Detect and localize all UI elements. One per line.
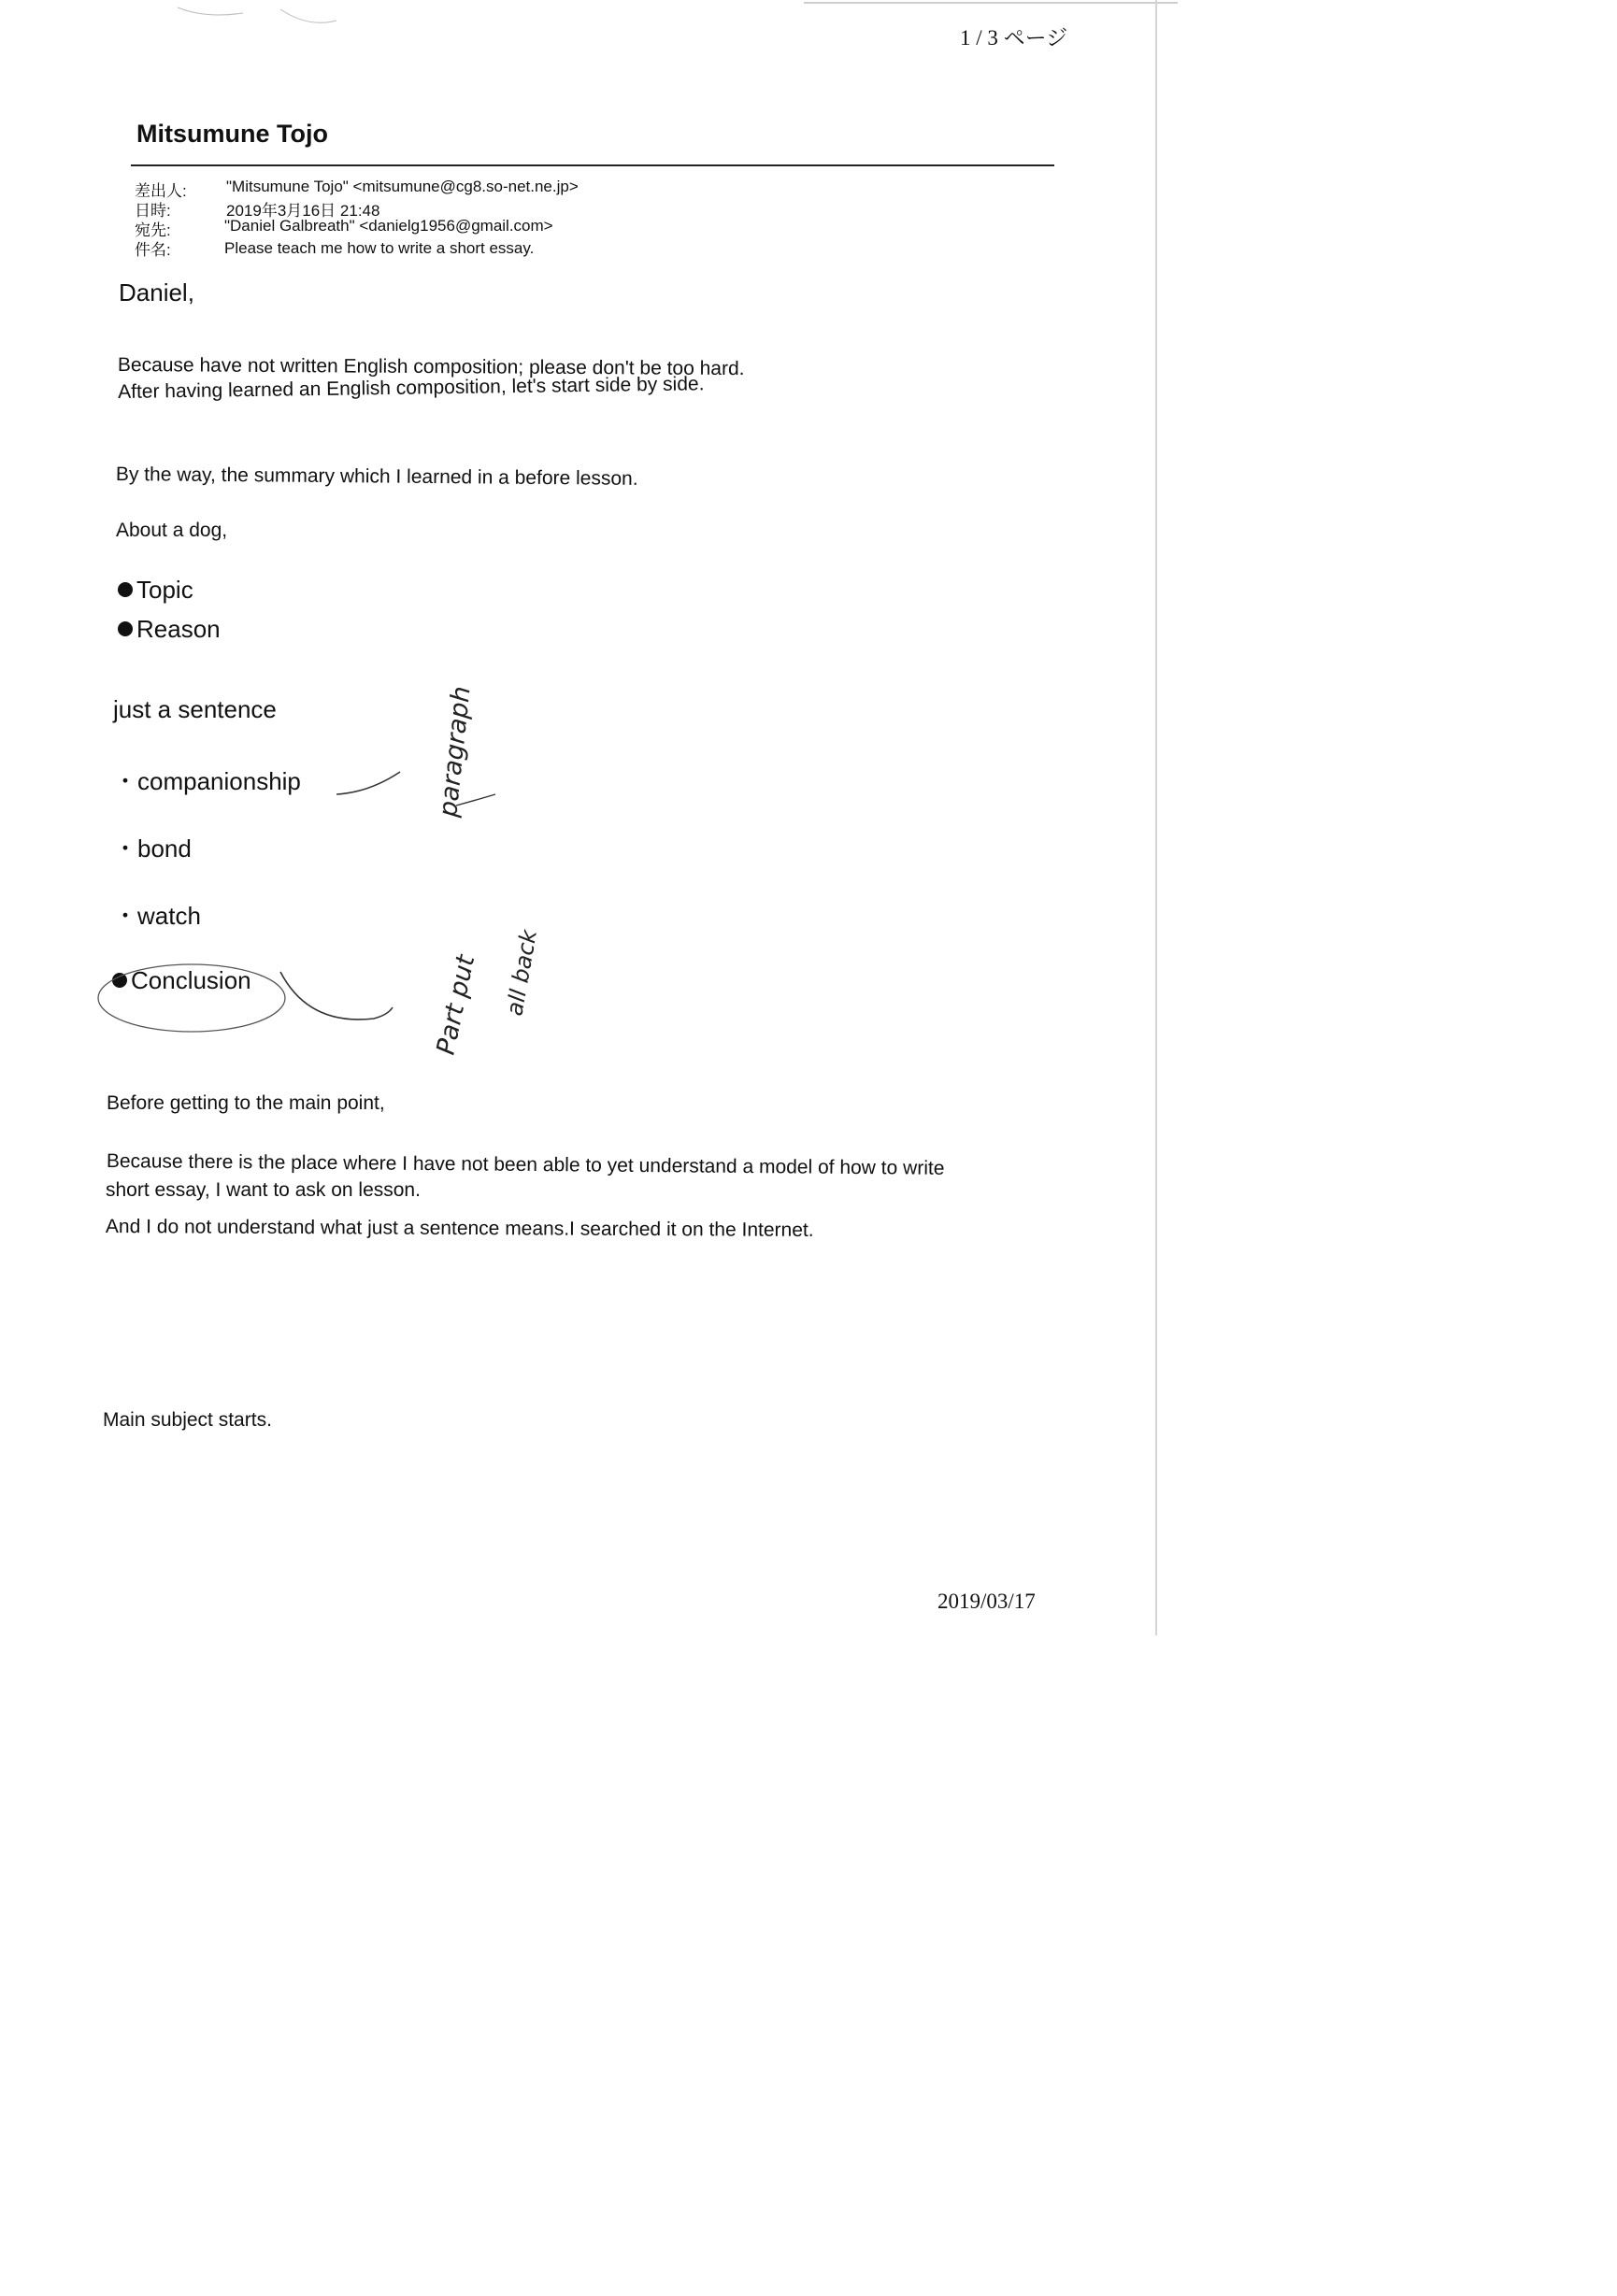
outline-item-watch: ・watch — [113, 902, 201, 930]
conclusion-circle — [98, 964, 285, 1032]
greeting: Daniel, — [119, 278, 194, 307]
date-label: 日時: — [135, 202, 171, 220]
page-counter: 1 / 3 ページ — [960, 26, 1068, 50]
conclusion-arrow — [280, 972, 393, 1020]
paragraph-6b: short essay, I want to ask on lesson. — [106, 1179, 421, 1201]
date-value: 2019年3月16日 21:48 — [226, 202, 380, 220]
paragraph-6a: Because there is the place where I have not been able to yet understand a model of how to write — [106, 1150, 945, 1179]
subject-label: 件名: — [135, 241, 171, 259]
to-value: "Daniel Galbreath" <danielg1956@gmail.com> — [224, 217, 553, 235]
outline-item-bond: ・bond — [113, 834, 192, 863]
sender-name-heading: Mitsumune Tojo — [136, 120, 328, 148]
scan-smudge — [178, 7, 336, 22]
footer-date: 2019/03/17 — [937, 1590, 1036, 1613]
to-label: 宛先: — [135, 221, 171, 239]
paragraph-7: And I do not understand what just a sentence means.I searched it on the Internet. — [105, 1216, 814, 1241]
outline-conclusion: Conclusion — [112, 966, 251, 995]
subject-value: Please teach me how to write a short essay. — [224, 239, 535, 257]
paragraph-4: About a dog, — [116, 520, 228, 541]
paragraph-8: Main subject starts. — [103, 1409, 272, 1431]
paragraph-3: By the way, the summary which I learned in a before lesson. — [115, 463, 638, 490]
handwritten-paragraph-note: paragraph — [434, 684, 477, 819]
from-label: 差出人: — [135, 182, 187, 200]
outline-item-companionship: ・companionship — [113, 767, 301, 795]
paragraph-2: After having learned an English composition, let's start side by side. — [118, 373, 705, 403]
outline-topic: Topic — [118, 576, 193, 605]
outline-just-sentence: just a sentence — [113, 695, 277, 723]
outline-reason: Reason — [118, 615, 221, 644]
annotation-arrow — [336, 772, 400, 794]
handwritten-all-back-note: all back — [501, 927, 543, 1019]
handwritten-part-put-note: Part put — [431, 952, 481, 1058]
paragraph-5: Before getting to the main point, — [107, 1092, 385, 1114]
paragraph-1: Because have not written English composition; please don't be too hard. — [117, 354, 745, 380]
from-value: "Mitsumune Tojo" <mitsumune@cg8.so-net.ne.jp> — [226, 178, 579, 195]
